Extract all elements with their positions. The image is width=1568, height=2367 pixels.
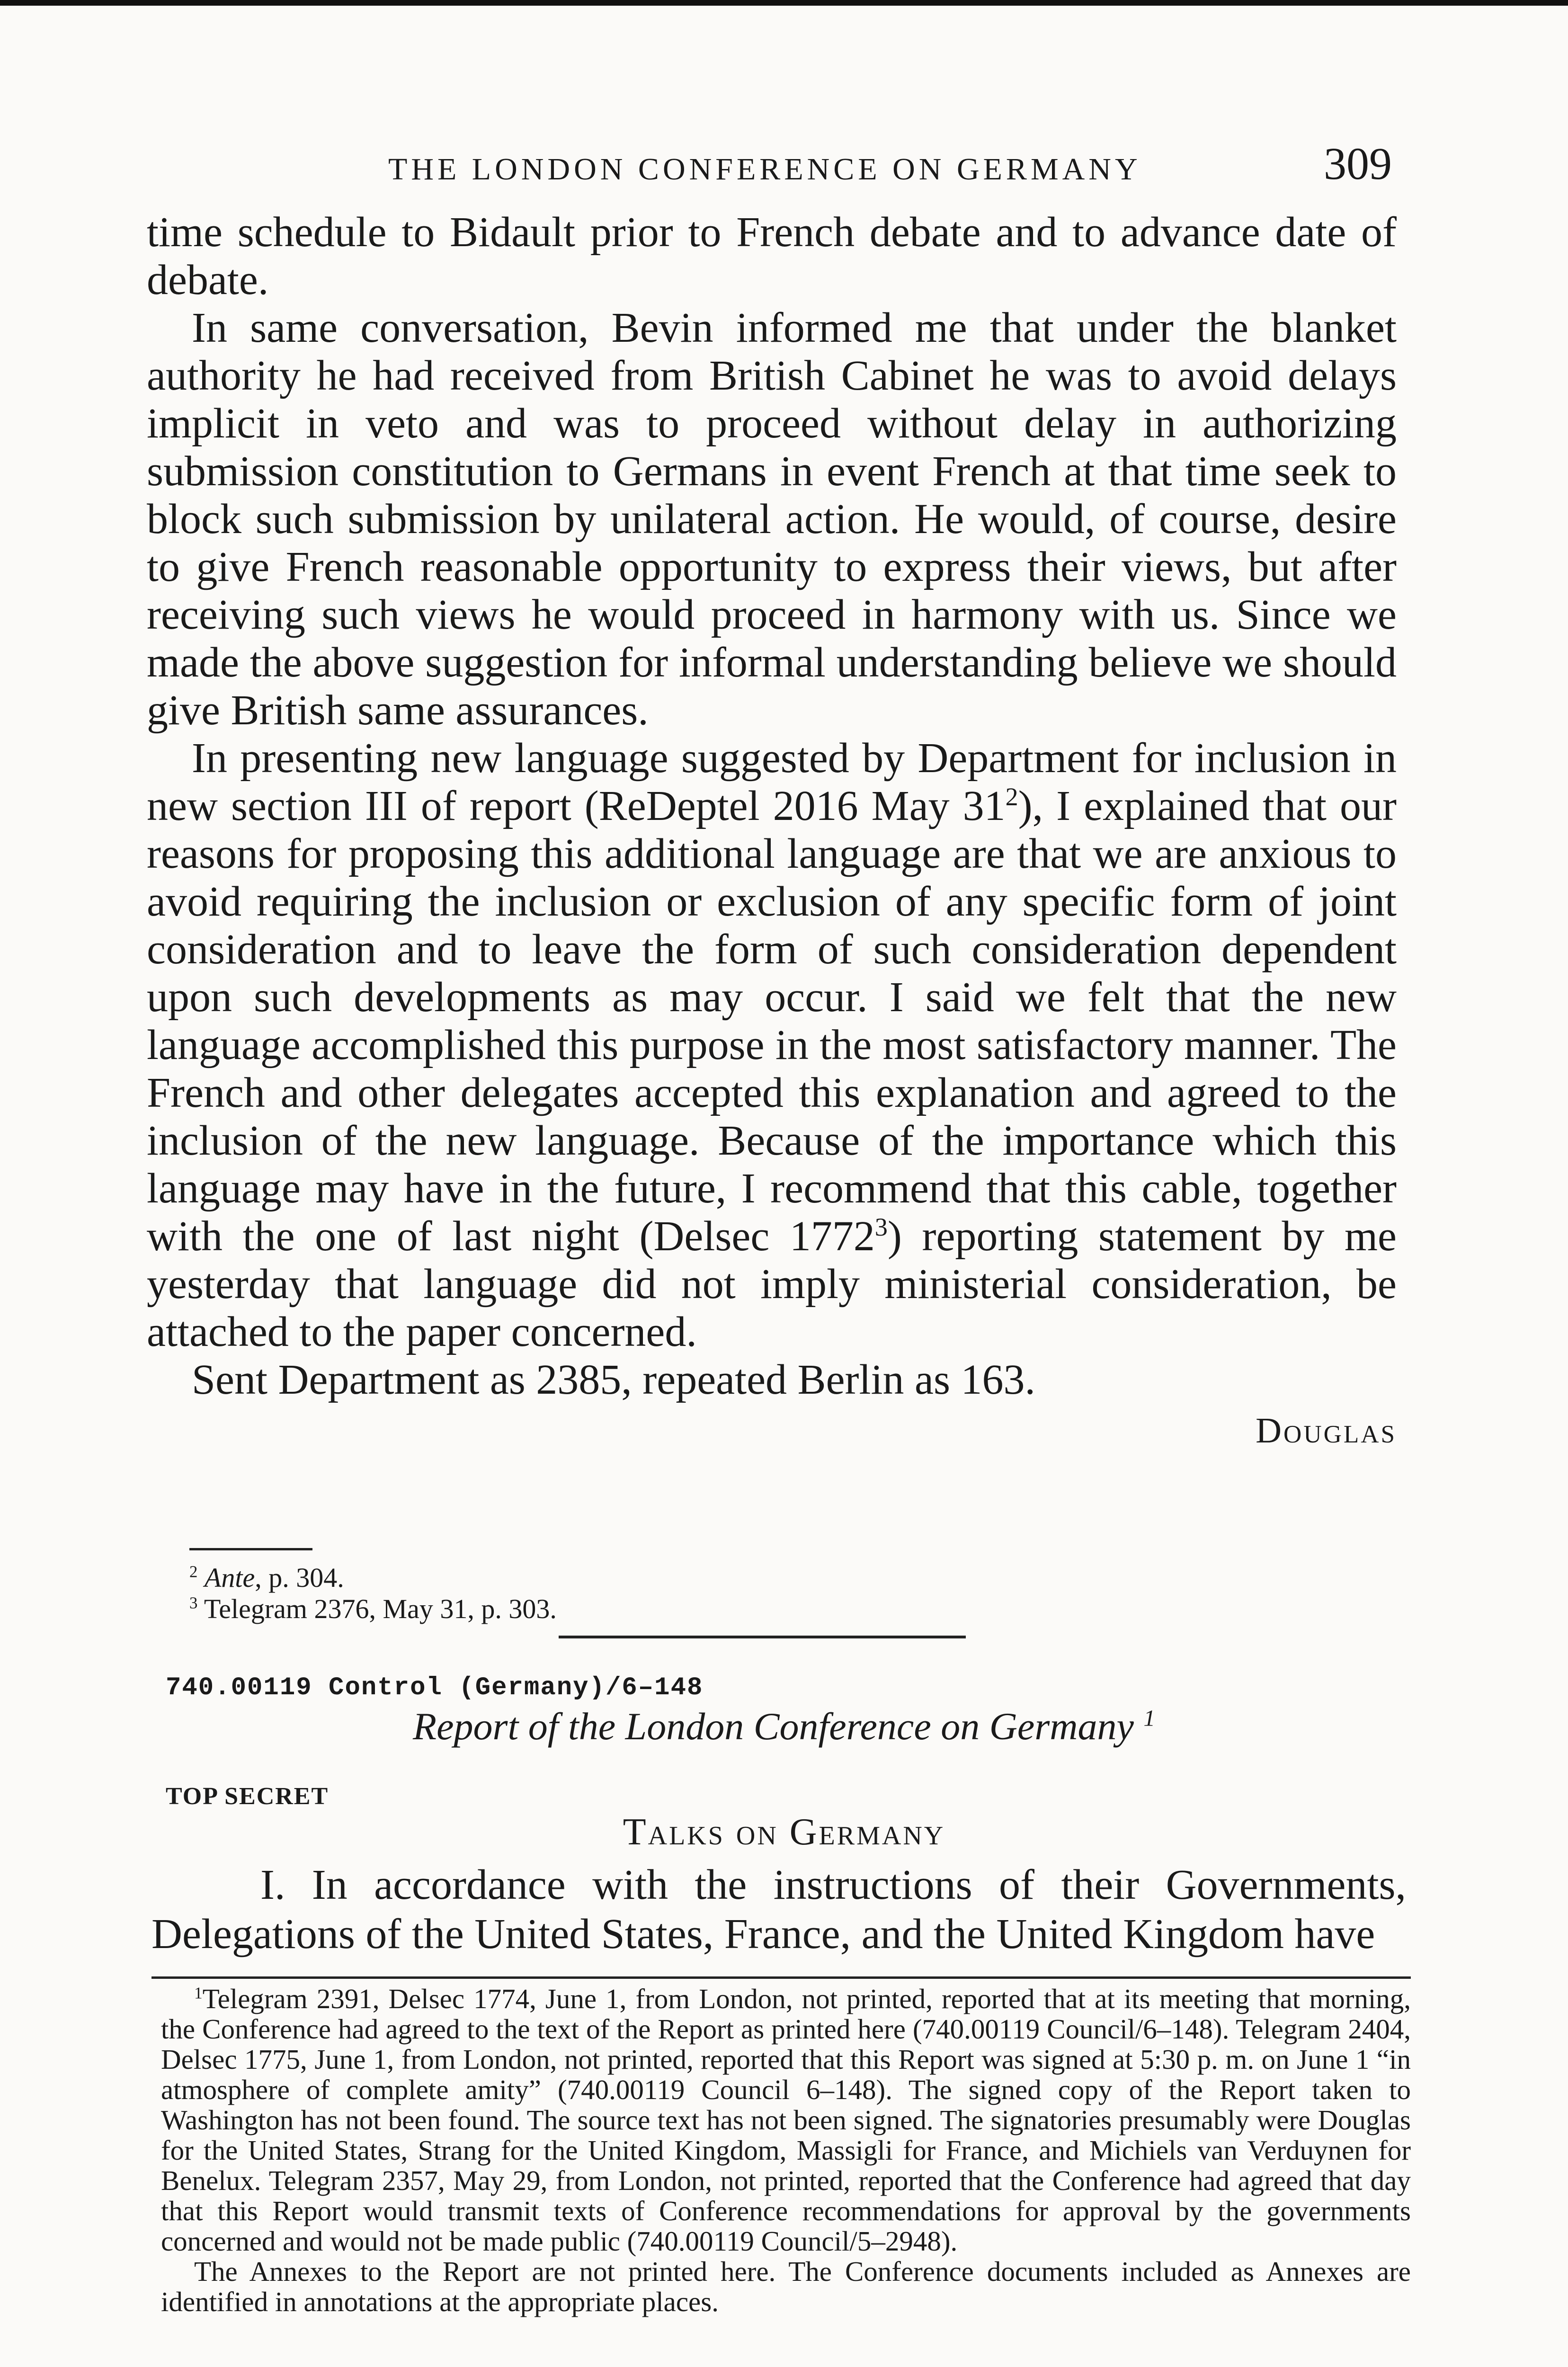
footnote-1 <box>161 1984 1411 2317</box>
footnote-3: $^3$ Telegram 2376, May 31, p. 303. <box>189 1593 557 1624</box>
signature: Douglas <box>1256 1411 1397 1450</box>
top-border <box>0 0 1568 6</box>
report-title: Report of the London Conference on Germany $^1$ <box>413 1705 1155 1748</box>
body-paragraph-2: In same conversation, Bevin informed me that under the blanket authority he had received from British Cabinet he was to avoid delays implicit in veto and was to proceed without delay in authorizing submission constitution to Germans in event French at that time seek to block such submission by unilateral action. He would, of course, desire to give French reasonable opportunity to express their views, but after receiving such views he would proceed in harmony with us. Since we made the above suggestion for informal understanding believe we should give British same assurances. <box>147 304 1397 734</box>
page-header <box>142 137 1411 189</box>
body-paragraph-3-part-a: In presenting new language suggested by Department for inclusion in new section III of report (ReDeptel 2016 May 31 <box>147 735 1397 829</box>
body-paragraph-3-part-c: ) reporting statement by me yesterday that language did not imply ministerial consideration, be attached to the paper concerned. <box>147 1213 1397 1355</box>
footnote-2: $^2$ Ante, p. 304. <box>189 1562 344 1593</box>
body-paragraph-1: time schedule to Bidault prior to French debate and to advance date of debate. <box>147 209 1397 303</box>
running-head: THE LONDON CONFERENCE ON GERMANY <box>388 152 1141 187</box>
footnote-rule-long <box>151 1976 1411 1979</box>
page-number: 309 <box>1324 138 1392 189</box>
body-paragraph-3-part-b: ), I explained that our reasons for proposing this additional language are that we are anxious to avoid requiring the inclusion or exclusion of any specific form of joint consideration and to leave the form of such consideration dependent upon such developments as may occur. I said we felt that the new language accomplished this purpose in the most satisfactory manner. The French and other delegates accepted this explanation and agreed to the inclusion of the new language. Because of the importance which this language may have in the future, I recommend that this cable, together with the one of last night (Delsec 1772 <box>147 783 1397 1260</box>
footnote-1-annexes: The Annexes to the Report are not printed here. The Conference documents included as Annexes are identified in annotations at the appropriate places. <box>161 2256 1411 2317</box>
section-title: Talks on Germany <box>623 1811 945 1853</box>
footnote-ref-2: 2 <box>1005 783 1018 811</box>
footnotes-top <box>189 1562 947 1625</box>
telegram-body <box>147 208 1397 1451</box>
footnote-rule <box>189 1548 312 1550</box>
body-paragraph-4: Sent Department as 2385, repeated Berlin as 163. <box>192 1356 1035 1403</box>
classification: TOP SECRET <box>166 1783 329 1810</box>
report-paragraph <box>151 1860 1406 1959</box>
footnote-ref-3: 3 <box>874 1213 888 1241</box>
paragraph-I: I. In accordance with the instructions of their Governments, Delegations of the United States, France, and the United Kingdom have <box>151 1861 1406 1958</box>
footnote-ref-1: 1 <box>1143 1705 1155 1731</box>
footnote-1-text: $^1$Telegram 2391, Delsec 1774, June 1, from London, not printed, reported that at its meeting that morning, the Conference had agreed to the text of the Report as printed here (740.00119 Council/6–148). Telegram 2404, Delsec 1775, June 1, from London, not printed, reported that this Report was signed at 5:30 p. m. on June 1 “in atmosphere of complete amity” (740.00119 Council 6–148). The signed copy of the Report taken to Washington has not been found. The source text has not been signed. The signatories presumably were Douglas for the United States, Strang for the United Kingdom, Massigli for France, and Michiels van Verduynen for Benelux. Telegram 2357, May 29, from London, not printed, reported that the Conference had agreed that day that this Report would transmit texts of Conference recommendations for approval by the governments concerned and would not be made public (740.00119 Council/5–2948). <box>161 1983 1411 2257</box>
body-paragraph-3 <box>147 734 1397 1356</box>
file-number: 740.00119 Control (Germany)/6–148 <box>166 1673 704 1702</box>
section-separator <box>559 1636 966 1638</box>
